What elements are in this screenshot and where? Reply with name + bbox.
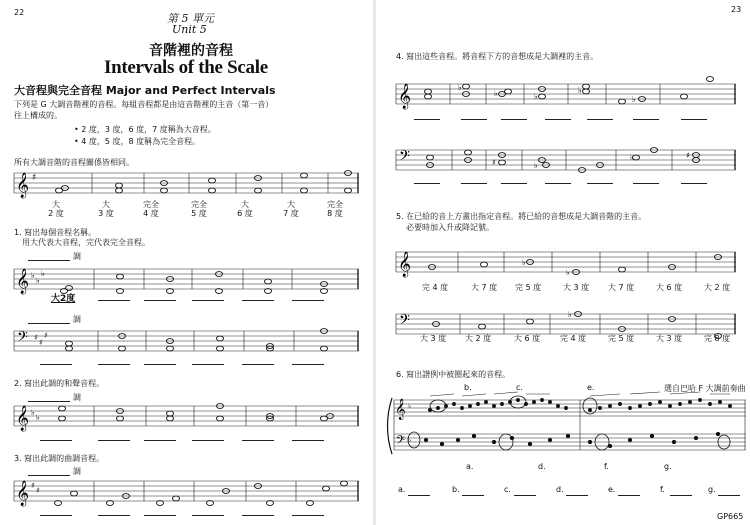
page-number: 22 xyxy=(14,8,25,17)
answer-blank[interactable] xyxy=(566,494,588,496)
answer-blank[interactable] xyxy=(292,439,324,441)
svg-text:𝄞: 𝄞 xyxy=(398,252,412,277)
answer-blank[interactable] xyxy=(587,118,613,120)
right-page xyxy=(376,0,750,525)
answer-blank[interactable] xyxy=(98,299,130,301)
answer-label: a. xyxy=(398,485,406,494)
excerpt-label: b. xyxy=(464,383,472,392)
quality-label: 大 xyxy=(287,200,295,209)
excerpt-label: c. xyxy=(516,383,523,392)
target-interval-label: 完 4 度 xyxy=(422,283,449,292)
svg-text:♯: ♯ xyxy=(492,158,496,167)
quality-label: 大 xyxy=(52,200,60,209)
svg-text:𝄞: 𝄞 xyxy=(16,269,30,294)
answer-blank[interactable] xyxy=(98,439,130,441)
target-interval-label: 大 7 度 xyxy=(608,283,635,292)
answer-blank[interactable] xyxy=(40,439,72,441)
answer-blank[interactable] xyxy=(681,182,707,184)
target-interval-label: 完 4 度 xyxy=(560,334,587,343)
unit-label-cn: 第 5 單元 xyxy=(167,12,214,25)
bullet-perfect: • 4 度，5 度，8 度稱為完全音程。 xyxy=(74,137,201,146)
question-1: 1. 寫出每個音程名稱。 xyxy=(14,228,97,237)
answer-blank[interactable] xyxy=(462,494,484,496)
q5-treble-staff xyxy=(396,250,736,277)
chapter-title-cn: 音階裡的音程 xyxy=(149,43,233,59)
svg-text:♯: ♯ xyxy=(32,173,37,183)
key-suffix: 調 xyxy=(73,467,81,476)
question-6: 6. 寫出譜例中被圈起來的音程。 xyxy=(396,370,511,379)
excerpt-label: e. xyxy=(587,383,595,392)
answer-blank[interactable] xyxy=(292,363,324,365)
quality-label: 大 xyxy=(102,200,110,209)
svg-text:♯: ♯ xyxy=(31,481,35,490)
answer-blank[interactable] xyxy=(98,363,130,365)
answer-blank[interactable] xyxy=(545,118,571,120)
question-3: 3. 寫出此調的曲調音程。 xyxy=(14,454,105,463)
answer-blank[interactable] xyxy=(292,514,324,516)
bach-excerpt-grand-staff xyxy=(390,396,746,456)
svg-text:♭: ♭ xyxy=(630,153,634,162)
q4-bass-staff xyxy=(396,148,736,172)
answer-label: e. xyxy=(608,485,616,494)
degree-label: 8 度 xyxy=(327,209,343,218)
svg-text:𝄢: 𝄢 xyxy=(396,434,406,450)
svg-text:𝄢: 𝄢 xyxy=(399,312,410,332)
degree-label: 4 度 xyxy=(143,209,159,218)
excerpt-label: d. xyxy=(538,462,546,471)
question-2: 2. 寫出此調的和聲音程。 xyxy=(14,379,105,388)
key-name-blank[interactable] xyxy=(28,322,70,324)
answer-blank[interactable] xyxy=(718,494,740,496)
excerpt-label: f. xyxy=(604,462,609,471)
answer-blank[interactable] xyxy=(461,182,487,184)
question-1-instruction: 用大代表大音程，完代表完全音程。 xyxy=(22,238,150,247)
answer-blank[interactable] xyxy=(242,439,274,441)
q2-harmonic-staff xyxy=(14,404,359,431)
answer-blank[interactable] xyxy=(545,182,571,184)
svg-text:𝄞: 𝄞 xyxy=(398,84,412,109)
answer-blank[interactable] xyxy=(242,299,274,301)
answer-blank[interactable] xyxy=(144,299,176,301)
key-name-blank[interactable] xyxy=(28,400,70,402)
target-interval-label: 大 3 度 xyxy=(656,334,683,343)
answer-blank[interactable] xyxy=(414,118,440,120)
bullet-major: • 2 度，3 度，6 度，7 度稱為大音程。 xyxy=(74,125,216,134)
degree-label: 2 度 xyxy=(48,209,64,218)
svg-text:♭: ♭ xyxy=(632,95,636,104)
question-4: 4. 寫出這些音程。將音程下方的音想成是大調裡的主音。 xyxy=(396,52,599,61)
answer-blank[interactable] xyxy=(144,363,176,365)
answer-blank[interactable] xyxy=(514,494,536,496)
svg-text:♯: ♯ xyxy=(44,331,48,340)
answer-blank[interactable] xyxy=(40,363,72,365)
svg-text:𝄢: 𝄢 xyxy=(399,148,410,168)
svg-text:♭: ♭ xyxy=(578,86,582,95)
svg-text:♭: ♭ xyxy=(41,269,45,278)
answer-label: d. xyxy=(556,485,564,494)
answer-blank[interactable] xyxy=(242,514,274,516)
catalog-code: GP665 xyxy=(717,512,744,521)
degree-label: 7 度 xyxy=(283,209,299,218)
svg-text:♯: ♯ xyxy=(36,486,40,495)
intro-line-1: 下列是 G 大調音階裡的音程。每組音程都是由這音階裡的主音（第一音） xyxy=(14,100,274,109)
svg-text:𝄞: 𝄞 xyxy=(16,481,30,506)
chapter-title-en: Intervals of the Scale xyxy=(104,57,268,78)
q1-bass-staff xyxy=(14,329,359,353)
svg-text:♯: ♯ xyxy=(34,333,38,342)
target-interval-label: 完 5 度 xyxy=(515,283,542,292)
answer-label: c. xyxy=(504,485,511,494)
key-name-blank[interactable] xyxy=(28,474,70,476)
answer-blank[interactable] xyxy=(192,439,224,441)
svg-text:♭: ♭ xyxy=(31,271,35,280)
key-suffix: 調 xyxy=(73,315,81,324)
answer-blank[interactable] xyxy=(144,514,176,516)
target-interval-label: 完 8 度 xyxy=(704,334,731,343)
target-interval-label: 大 6 度 xyxy=(514,334,541,343)
intervals-staff-g-major xyxy=(14,171,359,197)
answer-blank[interactable] xyxy=(192,299,224,301)
answer-blank[interactable] xyxy=(292,299,324,301)
answer-blank[interactable] xyxy=(681,118,707,120)
section-heading: 大音程與完全音程 Major and Perfect Intervals xyxy=(14,84,276,97)
question-5-note: 必要時加入升或降記號。 xyxy=(406,223,494,232)
svg-text:♭: ♭ xyxy=(458,83,462,92)
svg-text:♭: ♭ xyxy=(534,92,538,101)
target-interval-label: 大 2 度 xyxy=(465,334,492,343)
answer-blank[interactable] xyxy=(192,514,224,516)
question-5: 5. 在已給的音上方畫出指定音程。將已給的音想成是大調音階的主音。 xyxy=(396,212,647,221)
answer-blank[interactable] xyxy=(501,182,527,184)
target-interval-label: 大 2 度 xyxy=(704,283,731,292)
answer-blank[interactable] xyxy=(98,514,130,516)
svg-text:♭: ♭ xyxy=(534,161,538,170)
answer-label: f. xyxy=(660,485,665,494)
unit-label-en: Unit 5 xyxy=(172,23,207,36)
excerpt-label: a. xyxy=(466,462,474,471)
key-suffix: 調 xyxy=(73,393,81,402)
answer-blank[interactable] xyxy=(587,182,613,184)
answer-blank[interactable] xyxy=(670,494,692,496)
quality-label: 完全 xyxy=(143,200,159,209)
q1-treble-staff xyxy=(14,267,359,294)
degree-label: 6 度 xyxy=(237,209,253,218)
key-suffix: 調 xyxy=(73,252,81,261)
answer-label: b. xyxy=(452,485,460,494)
quality-label: 大 xyxy=(241,200,249,209)
answer-blank[interactable] xyxy=(618,494,640,496)
svg-text:♯: ♯ xyxy=(686,151,690,160)
answer-blank[interactable] xyxy=(242,363,274,365)
answer-blank[interactable] xyxy=(144,439,176,441)
page-number: 23 xyxy=(731,5,742,14)
answer-blank[interactable] xyxy=(192,363,224,365)
excerpt-label: g. xyxy=(664,462,672,471)
svg-text:𝄢: 𝄢 xyxy=(17,329,28,349)
answer-blank[interactable] xyxy=(633,118,659,120)
source-note: 選自巴哈 F 大調前奏曲 xyxy=(664,384,746,393)
svg-text:𝄞: 𝄞 xyxy=(395,399,406,420)
relation-note: 所有大調音階的音程關係皆相同。 xyxy=(14,158,134,167)
answer-blank[interactable] xyxy=(414,182,440,184)
degree-label: 5 度 xyxy=(191,209,207,218)
svg-text:𝄞: 𝄞 xyxy=(16,173,30,198)
svg-text:♭: ♭ xyxy=(31,408,35,417)
target-interval-label: 大 3 度 xyxy=(563,283,590,292)
svg-text:♭: ♭ xyxy=(568,310,572,319)
svg-text:♭: ♭ xyxy=(522,258,526,267)
svg-text:♭: ♭ xyxy=(494,89,498,98)
q3-melodic-staff xyxy=(14,479,359,505)
target-interval-label: 大 3 度 xyxy=(420,334,447,343)
degree-label: 3 度 xyxy=(98,209,114,218)
svg-text:𝄞: 𝄞 xyxy=(16,406,30,431)
target-interval-label: 大 7 度 xyxy=(471,283,498,292)
svg-text:♯: ♯ xyxy=(39,338,43,347)
answer-blank[interactable] xyxy=(408,494,430,496)
example-answer: 大2度 xyxy=(51,294,76,304)
svg-text:♭: ♭ xyxy=(36,276,40,285)
quality-label: 完全 xyxy=(327,200,343,209)
svg-text:♭: ♭ xyxy=(408,402,412,410)
answer-blank[interactable] xyxy=(501,118,527,120)
svg-text:♭: ♭ xyxy=(566,268,570,277)
left-page xyxy=(0,0,374,525)
answer-blank[interactable] xyxy=(633,182,659,184)
svg-text:♭: ♭ xyxy=(36,413,40,422)
answer-label: g. xyxy=(708,485,716,494)
answer-blank[interactable] xyxy=(461,118,487,120)
quality-label: 完全 xyxy=(191,200,207,209)
answer-blank[interactable] xyxy=(40,514,72,516)
interval-notes xyxy=(56,171,352,193)
target-interval-label: 大 6 度 xyxy=(656,283,683,292)
q4-treble-staff xyxy=(396,82,736,109)
svg-text:♭: ♭ xyxy=(408,436,412,444)
key-name-blank[interactable] xyxy=(28,259,70,261)
intro-line-2: 往上構成的。 xyxy=(14,111,62,120)
target-interval-label: 完 5 度 xyxy=(608,334,635,343)
